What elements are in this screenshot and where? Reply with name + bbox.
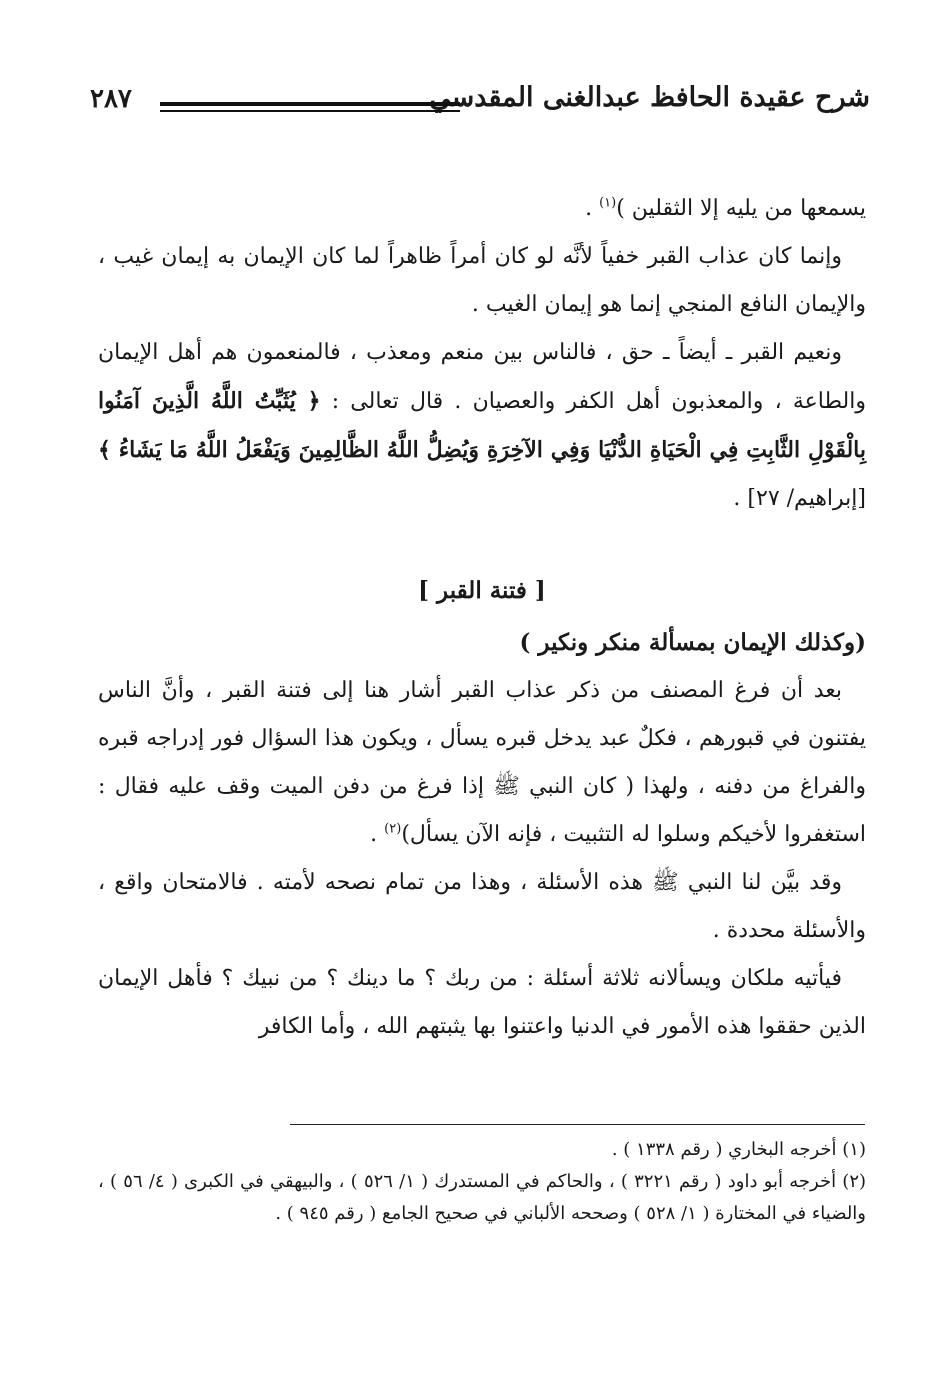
footnote-2: (٢) أخرجه أبو داود ( رقم ٣٢٢١ ) ، والحاكم في المستدرك ( ١/ ٥٢٦ ) ، والبيهقي في الكبرى ( ٤/ ٥٦ ) ، والضياء في المختارة ( ١/ ٥٢٨ ) وصححه الألباني في صحيح الجامع ( رقم ٩٤٥ ) . (98, 1171, 867, 1224)
paragraph-end: . (370, 822, 385, 847)
paragraph-text: يسمعها من يليه إلا الثقلين ) (616, 196, 866, 221)
paragraph (98, 185, 866, 233)
section-heading: [ فتنة القبر ] (418, 577, 546, 604)
footnote-ref-2: (٢) (384, 821, 402, 837)
matn-text: (وكذلك الإيمان بمسألة منكر ونكير ) (519, 629, 866, 656)
footnote-ref-1: (١) (599, 195, 617, 211)
paragraph: وقد بيَّن لنا النبي ﷺ هذه الأسئلة ، وهذا من تمام نصحه لأمته . فالامتحان واقع ، والأسئلة محددة . (98, 870, 866, 943)
paragraph-end: . (585, 196, 600, 221)
header-rule (160, 102, 460, 112)
quran-verse: ﴿ يُثَبِّتُ اللَّهُ الَّذِينَ آمَنُوا بِالْقَوْلِ الثَّابِتِ فِي الْحَيَاةِ الدُّنْيَا وَفِي الآخِرَةِ وَيُضِلُّ اللَّهُ الظَّالِمِينَ وَيَفْعَلُ اللَّهُ مَا يَشَاءُ ﴾ (98, 388, 866, 463)
verse-reference: [إبراهيم/ ٢٧] . (733, 486, 866, 511)
paragraph: فيأتيه ملكان ويسألانه ثلاثة أسئلة : من ربك ؟ ما دينك ؟ من نبيك ؟ فأهل الإيمان الذين حققوا هذه الأمور في الدنيا واعتنوا بها يثبتهم الله ، وأما الكافر (98, 966, 866, 1039)
running-header (90, 82, 870, 132)
footnote-1: (١) أخرجه البخاري ( رقم ١٣٣٨ ) . (611, 1139, 866, 1160)
paragraph: وإنما كان عذاب القبر خفياً لأنَّه لو كان أمراً ظاهراً لما كان الإيمان به إيمان غيب ، والإيمان النافع المنجي إنما هو إيمان الغيب . (98, 244, 866, 317)
footnotes (98, 1134, 866, 1230)
running-title: شرح عقيدة الحافظ عبدالغنى المقدسي (429, 82, 870, 113)
page-number: ٢٨٧ (90, 84, 132, 114)
paragraph (98, 329, 866, 523)
paragraph-text: بعد أن فرغ المصنف من ذكر عذاب القبر أشار هنا إلى فتنة القبر ، وأنَّ الناس يفتنون في قبورهم ، فكلٌ عبد يدخل قبره يسأل ، ويكون هذا السؤال فور إدراجه قبره والفراغ من دفنه ، ولهذا ( كان النبي ﷺ إذا فرغ من دفن الميت وقف عليه فقال : استغفروا لأخيكم وسلوا له التثبيت ، فإنه الآن يسأل) (98, 678, 866, 847)
paragraph (98, 667, 866, 859)
paragraph-text: ونعيم القبر ـ أيضاً ـ حق ، فالناس بين منعم ومعذب ، فالمنعمون هم أهل الإيمان والطاعة ، والمعذبون أهل الكفر والعصيان . قال تعالى : (98, 340, 866, 414)
footnote-rule (290, 1124, 865, 1125)
main-text (98, 185, 866, 1051)
